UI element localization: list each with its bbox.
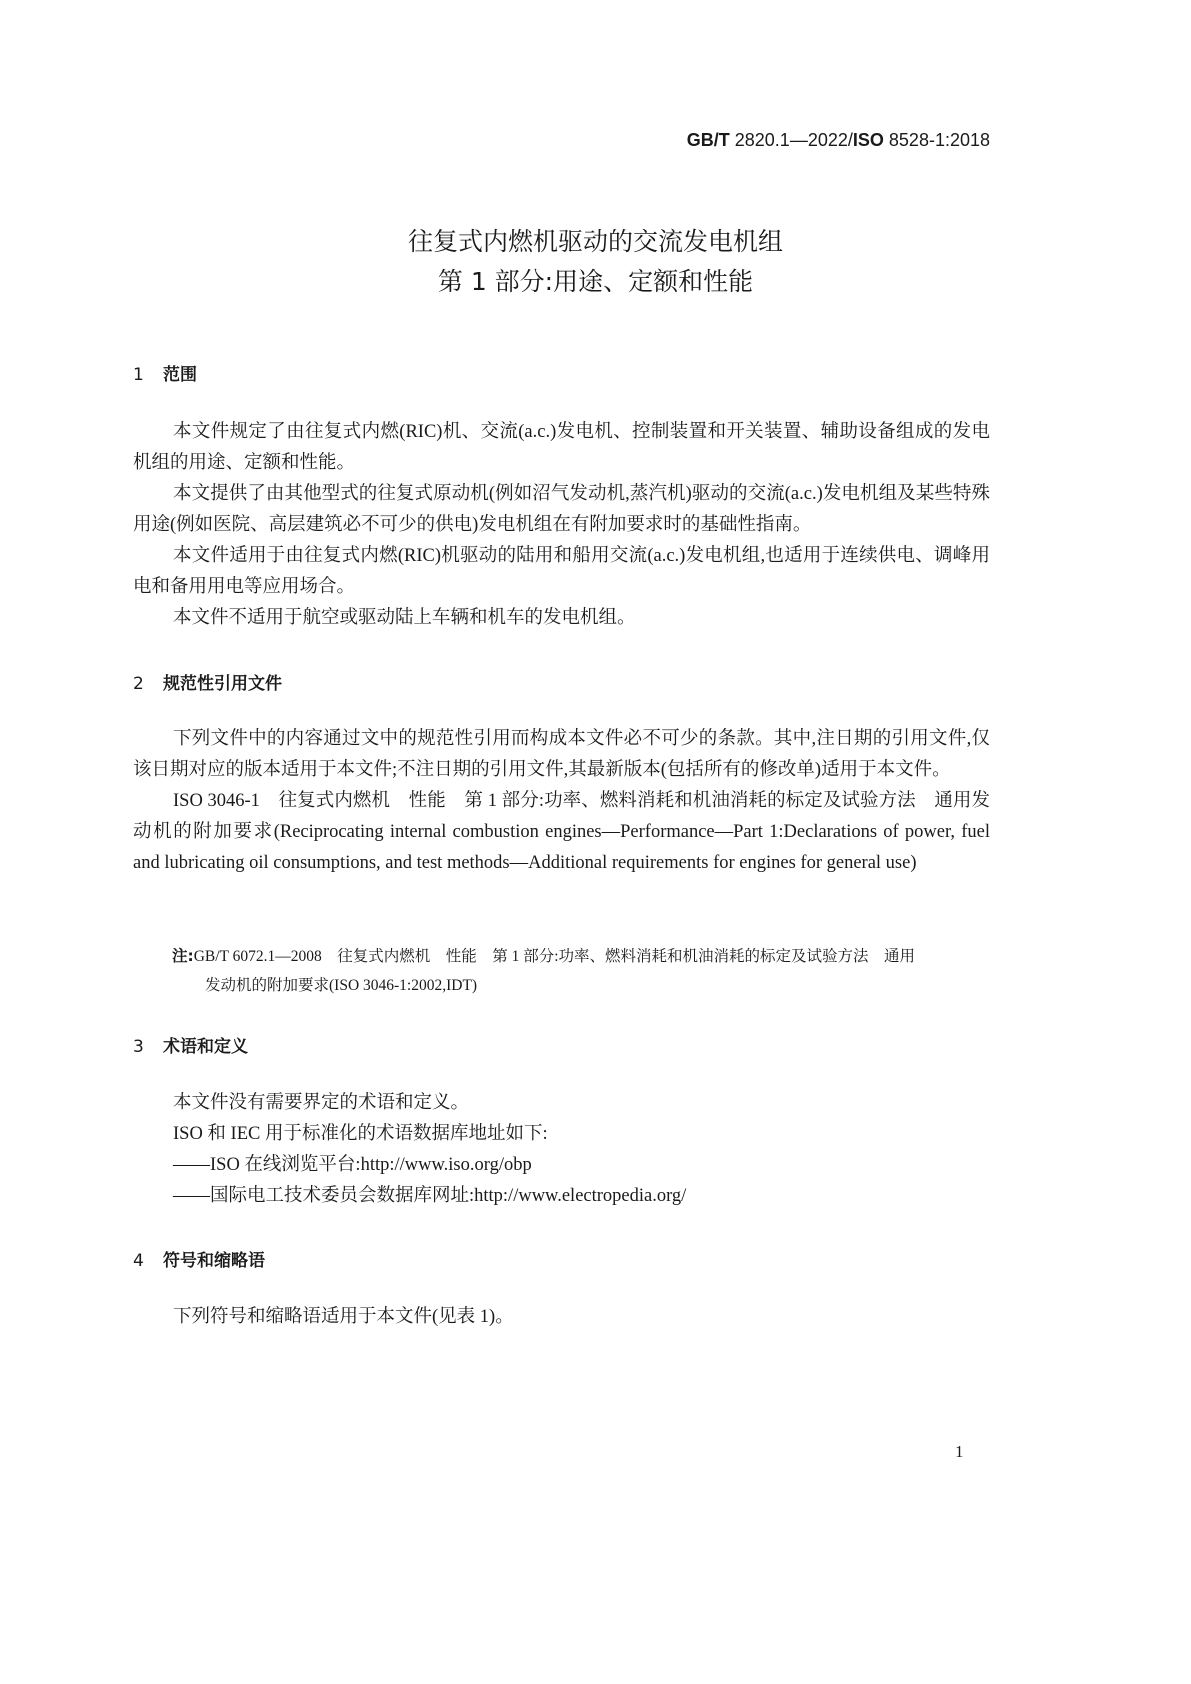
paragraph: ISO 和 IEC 用于标准化的术语数据库地址如下:: [173, 1124, 548, 1144]
title-line-1: 往复式内燃机驱动的交流发电机组: [407, 227, 783, 256]
section-4-heading: [133, 1246, 990, 1271]
section-2-body: [133, 724, 990, 879]
section-number: 4: [133, 1251, 144, 1271]
std-prefix: GB/T: [686, 130, 730, 150]
document-title: [0, 222, 1191, 302]
normative-reference: ISO 3046-1 往复式内燃机 性能 第 1 部分:功率、燃料消耗和机油消耗的标定及试验方法 通用发动机的附加要求(Reciprocating internal combustion engines—Performance—Part 1:Declarations of power, fuel and lubricating oil consumptions, and test methods—Additional requirements for engines for general use): [133, 791, 990, 873]
paragraph: 下列符号和缩略语适用于本文件(见表 1)。: [173, 1307, 514, 1327]
paragraph: 本文提供了由其他型式的往复式原动机(例如沼气发动机,蒸汽机)驱动的交流(a.c.)发电机组及某些特殊用途(例如医院、高层建筑必不可少的供电)发电机组在有附加要求时的基础性指南。: [133, 484, 990, 535]
std-number: 2820.1—2022/: [734, 130, 853, 150]
page-number: 1: [955, 1442, 964, 1461]
section-1-body: [133, 417, 990, 634]
section-2-heading: [133, 669, 990, 694]
section-title: 符号和缩略语: [163, 1251, 265, 1271]
list-item: ——国际电工技术委员会数据库网址:http://www.electropedia.org/: [173, 1186, 687, 1206]
paragraph: 下列文件中的内容通过文中的规范性引用而构成本文件必不可少的条款。其中,注日期的引用文件,仅该日期对应的版本适用于本文件;不注日期的引用文件,其最新版本(包括所有的修改单)适用于本文件。: [133, 729, 990, 780]
note-label: 注:: [172, 947, 194, 965]
section-1-heading: [133, 360, 990, 385]
section-number: 1: [133, 365, 144, 385]
section-number: 2: [133, 674, 144, 694]
section-title: 术语和定义: [163, 1037, 248, 1057]
paragraph: 本文件不适用于航空或驱动陆上车辆和机车的发电机组。: [173, 608, 636, 628]
list-item: ——ISO 在线浏览平台:http://www.iso.org/obp: [173, 1155, 532, 1175]
title-line-2: 第 1 部分:用途、定额和性能: [437, 267, 754, 296]
iso-number: 8528-1:2018: [888, 130, 990, 150]
paragraph: 本文件规定了由往复式内燃(RIC)机、交流(a.c.)发电机、控制装置和开关装置、辅助设备组成的发电机组的用途、定额和性能。: [133, 422, 990, 473]
section-3-body: [133, 1088, 990, 1212]
iso-prefix: ISO: [852, 130, 884, 150]
paragraph: 本文件适用于由往复式内燃(RIC)机驱动的陆用和船用交流(a.c.)发电机组,也适用于连续供电、调峰用电和备用用电等应用场合。: [133, 546, 990, 597]
standard-number-header: [687, 130, 990, 151]
section-title: 范围: [163, 365, 197, 385]
section-3-heading: [133, 1032, 990, 1057]
note: [172, 942, 990, 1000]
paragraph: 本文件没有需要界定的术语和定义。: [173, 1093, 470, 1113]
note-text: GB/T 6072.1—2008 往复式内燃机 性能 第 1 部分:功率、燃料消耗和机油消耗的标定及试验方法 通用: [193, 948, 916, 965]
section-4-body: [133, 1302, 990, 1333]
section-number: 3: [133, 1037, 144, 1057]
section-title: 规范性引用文件: [163, 674, 282, 694]
note-text-continued: 发动机的附加要求(ISO 3046-1:2002,IDT): [205, 977, 478, 994]
